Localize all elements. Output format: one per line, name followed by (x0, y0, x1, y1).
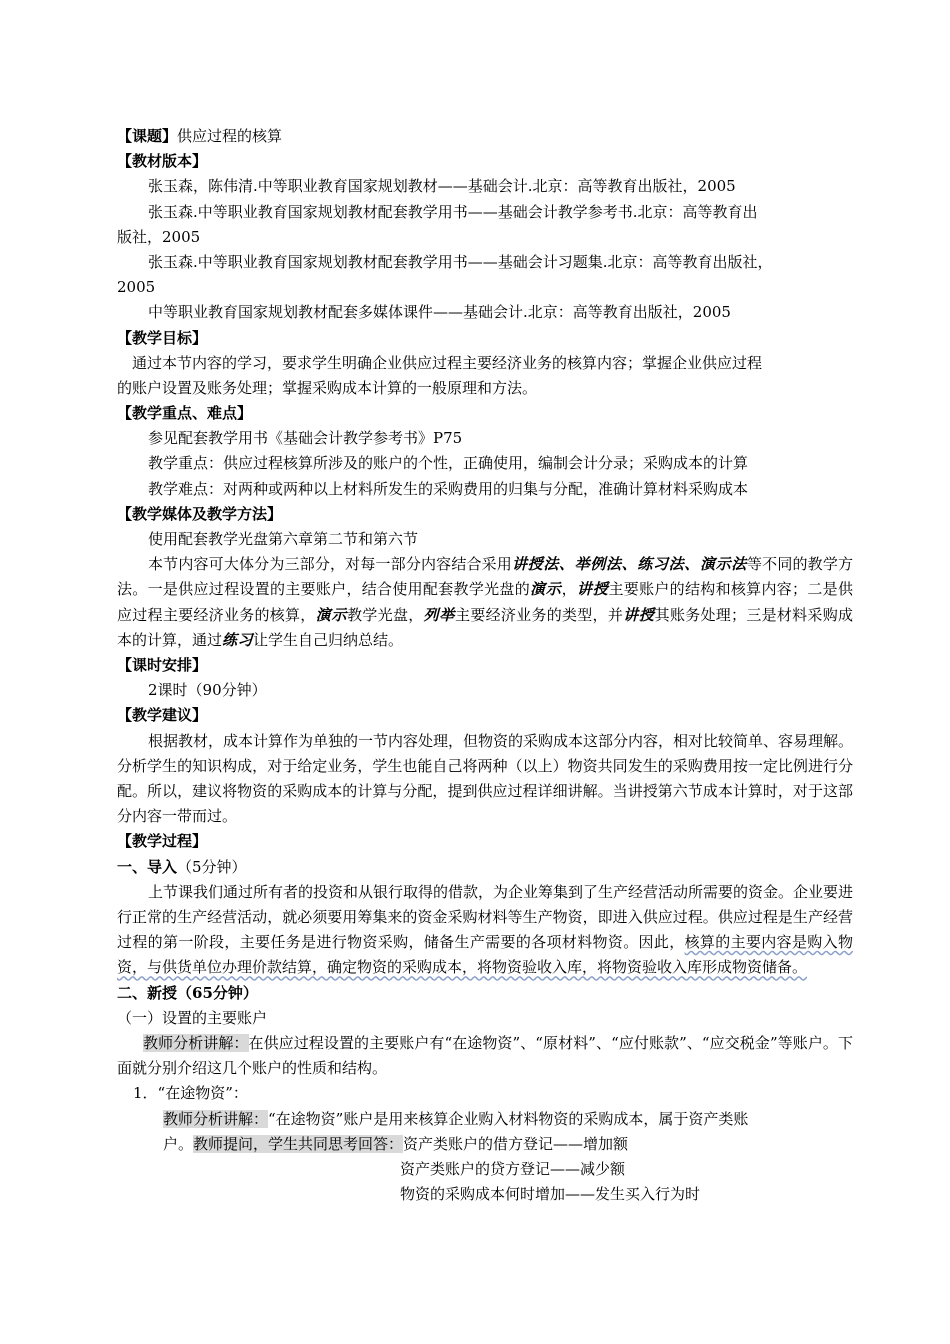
edition-item-2-cont: 版社，2005 (117, 227, 201, 246)
schedule-heading: 【课时安排】 (117, 656, 208, 674)
section-main-accounts: （一）设置的主要账户 (117, 1008, 268, 1027)
cost-increase-line: 物资的采购成本何时增加——发生买入行为时 (400, 1185, 701, 1204)
media-paragraph: 本节内容可大体分为三部分，对每一部分内容结合采用讲授法、举例法、练习法、演示法等不同的教学方法。一是供应过程设置的主要账户，结合使用配套教学光盘的演示，讲授主要账户的结构和核算内容；二是供应过程主要经济业务的核算，演示教学光盘，列举主要经济业务的类型，并讲授其账务处理；三是材料采购成本的计算，通过练习让学生自己归纳总结。 (117, 555, 853, 649)
intro-time: （5分钟） (177, 857, 247, 876)
demo-emphasis: 演示 (530, 580, 562, 599)
process-heading: 【教学过程】 (117, 832, 208, 851)
new-lesson-title: 二、新授（65分钟） (117, 983, 258, 1002)
edition-item-3: 张玉森.中等职业教育国家规划教材配套教学用书——基础会计习题集.北京：高等教育出版社， (148, 252, 773, 271)
practice-emphasis: 练习 (222, 630, 254, 649)
key-points-heading: 【教学重点、难点】 (117, 404, 253, 423)
intro-title-line (117, 855, 853, 880)
edition-item-1: 张玉森，陈伟清.中等职业教育国家规划教材——基础会计.北京：高等教育出版社，2005 (148, 177, 736, 196)
topic-label: 【课题】 (117, 127, 178, 145)
objectives-line-1: 通过本节内容的学习，要求学生明确企业供应过程主要经济业务的核算内容；掌握企业供应过程 (132, 353, 763, 372)
demo-emphasis-2: 演示 (315, 605, 348, 624)
edition-item-4: 中等职业教育国家规划教材配套多媒体课件——基础会计.北京：高等教育出版社，2005 (148, 303, 731, 322)
topic-text: 供应过程的核算 (177, 127, 283, 145)
teacher-question-label: 教师提问，学生共同思考回答： (193, 1134, 404, 1153)
item-in-transit-line-1: 教师分析讲解：“在途物资”账户是用来核算企业购入材料物资的采购成本，属于资产类账 (163, 1109, 749, 1128)
item-in-transit-line-2: 户。教师提问，学生共同思考回答：资产类账户的借方登记——增加额 (163, 1134, 629, 1153)
teacher-analysis-label: 教师分析讲解： (143, 1033, 249, 1052)
edition-item-2: 张玉森.中等职业教育国家规划教材配套教学用书——基础会计教学参考书.北京：高等教育出 (148, 202, 758, 221)
media-line-1: 使用配套教学光盘第六章第二节和第六节 (148, 530, 419, 548)
key-points-difficulty: 教学难点：对两种或两种以上材料所发生的采购费用的归集与分配，准确计算材料采购成本 (148, 479, 749, 498)
edition-heading: 【教材版本】 (117, 152, 208, 171)
credit-side-line: 资产类账户的贷方登记——减少额 (400, 1159, 626, 1178)
accounts-intro-paragraph: 教师分析讲解：在供应过程设置的主要账户有“在途物资”、“原材料”、“应付账款”、“应交税金”等账户。下面就分别介绍这几个账户的性质和结构。 (117, 1033, 853, 1078)
document-page (117, 124, 853, 1207)
methods-emphasis: 讲授法、举例法、练习法、演示法 (511, 555, 747, 574)
key-points-ref: 参见配套教学用书《基础会计教学参考书》P75 (148, 429, 463, 448)
objectives-heading: 【教学目标】 (117, 328, 208, 347)
edition-item-3-cont: 2005 (117, 278, 156, 297)
lecture-emphasis: 讲授 (576, 580, 609, 599)
lecture-emphasis-2: 讲授 (623, 605, 655, 624)
suggestion-text: 根据教材，成本计算作为单独的一节内容处理，但物资的采购成本这部分内容，相对比较简单、容易理解。分析学生的知识构成，对于给定业务，学生也能自己将两种（以上）物资共同发生的采购费用按一定比例进行分配。所以，建议将物资的采购成本的计算与分配，提到供应过程详细讲解。当讲授第六节成本计算时，对于这部分内容一带而过。 (117, 731, 854, 826)
intro-title: 一、导入 (117, 857, 178, 876)
suggestion-heading: 【教学建议】 (117, 706, 208, 725)
list-emphasis: 列举 (423, 605, 456, 624)
schedule-text: 2课时（90分钟） (148, 681, 267, 700)
objectives-line-2: 的账户设置及账务处理；掌握采购成本计算的一般原理和方法。 (117, 378, 538, 397)
intro-paragraph: 上节课我们通过所有者的投资和从银行取得的借款，为企业筹集到了生产经营活动所需要的资金。企业要进行正常的生产经营活动，就必须要用筹集来的资金采购材料等生产物资，即进入供应过程。供应过程是生产经营过程的第一阶段，主要任务是进行物资采购，储备生产需要的各项材料物资。因此，核算的主要内容是购入物资，与供货单位办理价款结算，确定物资的采购成本，将物资验收入库，将物资验收入库形成物资储备。 (117, 882, 854, 977)
teacher-analysis-label-2: 教师分析讲解： (163, 1109, 269, 1128)
key-points-focus: 教学重点：供应过程核算所涉及的账户的个性，正确使用，编制会计分录；采购成本的计算 (148, 454, 749, 473)
topic-line (117, 124, 853, 149)
item-in-transit-title: 1．“在途物资”： (133, 1084, 248, 1103)
intro-underlined-text: 核算的主要内容是购入物资，与供货单位办理价款结算，确定物资的采购成本，将物资验收入库，将物资验收入库形成物资储备。 (117, 933, 853, 977)
media-heading: 【教学媒体及教学方法】 (117, 504, 283, 523)
